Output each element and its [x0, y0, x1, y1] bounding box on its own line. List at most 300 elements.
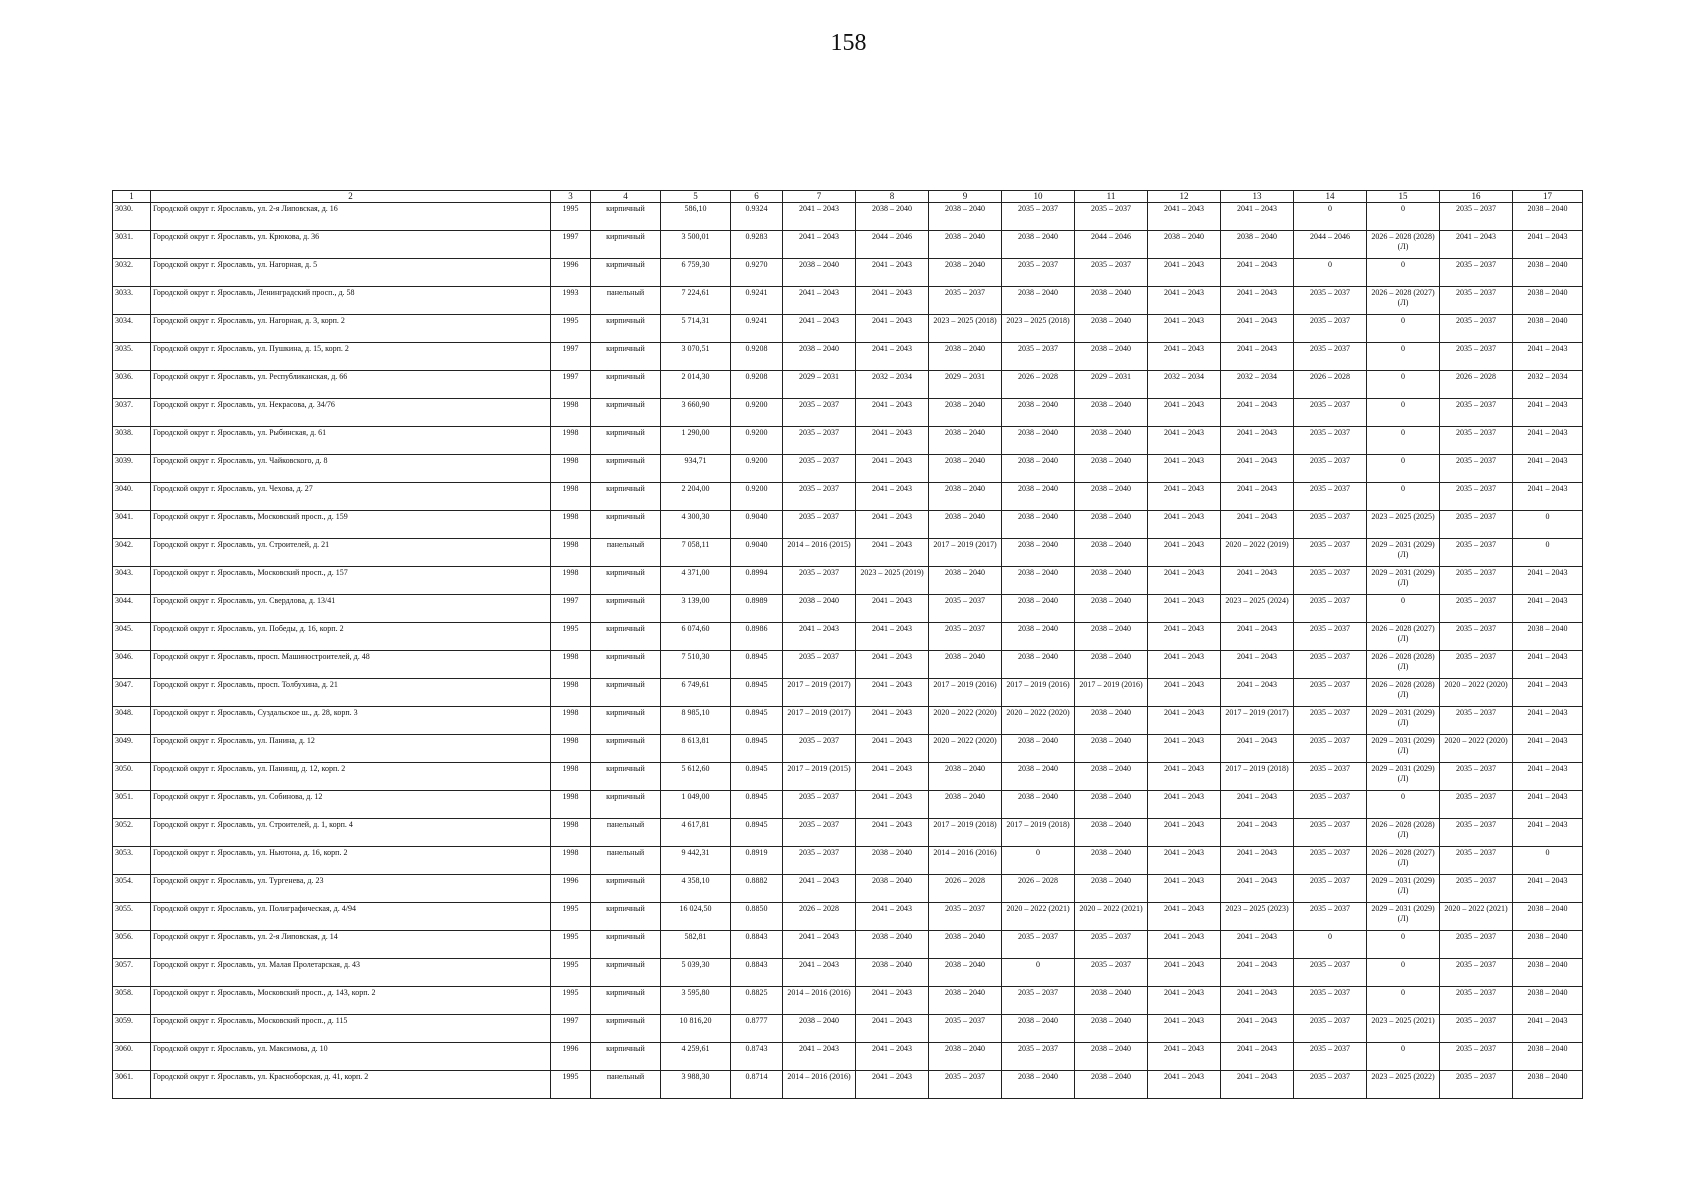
table-cell: 2038 – 2040 — [929, 791, 1002, 819]
table-cell: 2020 – 2022 (2020) — [1440, 735, 1513, 763]
table-row — [113, 203, 1583, 231]
table-cell: 1996 — [551, 259, 591, 287]
table-cell: 2032 – 2034 — [856, 371, 929, 399]
table-cell: 2038 – 2040 — [856, 203, 929, 231]
table-cell: 2029 – 2031 (2029) (Л) — [1367, 707, 1440, 735]
table-row — [113, 455, 1583, 483]
table-cell: 2035 – 2037 — [1294, 343, 1367, 371]
column-header: 15 — [1367, 191, 1440, 203]
table-cell: 2041 – 2043 — [1513, 763, 1583, 791]
table-cell: 0.8714 — [731, 1071, 783, 1099]
table-cell: 2038 – 2040 — [1513, 903, 1583, 931]
table-cell: кирпичный — [591, 315, 661, 343]
table-row — [113, 875, 1583, 903]
table-cell: кирпичный — [591, 735, 661, 763]
table-cell: Городской округ г. Ярославль, ул. Полиграфическая, д. 4/94 — [151, 903, 551, 931]
table-cell: Городской округ г. Ярославль, Московский просп., д. 159 — [151, 511, 551, 539]
table-cell: 2041 – 2043 — [1148, 707, 1221, 735]
table-cell: 2035 – 2037 — [1002, 343, 1075, 371]
table-cell: 2041 – 2043 — [1221, 959, 1294, 987]
table-cell: 3040. — [113, 483, 151, 511]
table-cell: 2038 – 2040 — [1075, 819, 1148, 847]
table-cell: 2023 – 2025 (2021) — [1367, 1015, 1440, 1043]
column-header: 2 — [151, 191, 551, 203]
table-cell: 2041 – 2043 — [1221, 259, 1294, 287]
table-cell: 3036. — [113, 371, 151, 399]
table-cell: 2038 – 2040 — [1513, 931, 1583, 959]
table-cell: 2017 – 2019 (2016) — [1002, 679, 1075, 707]
table-row — [113, 931, 1583, 959]
table-row — [113, 231, 1583, 259]
table-cell: 2035 – 2037 — [1294, 819, 1367, 847]
table-cell: 2041 – 2043 — [1221, 875, 1294, 903]
table-cell: 2038 – 2040 — [1513, 259, 1583, 287]
table-cell: 3033. — [113, 287, 151, 315]
table-cell: кирпичный — [591, 763, 661, 791]
table-cell: 2041 – 2043 — [1148, 539, 1221, 567]
table-cell: 2035 – 2037 — [1075, 931, 1148, 959]
table-cell: 2035 – 2037 — [783, 511, 856, 539]
table-cell: 2038 – 2040 — [1075, 1043, 1148, 1071]
table-cell: Городской округ г. Ярославль, ул. Строителей, д. 21 — [151, 539, 551, 567]
table-cell: 2041 – 2043 — [856, 399, 929, 427]
table-cell: 0 — [1367, 483, 1440, 511]
table-cell: 0 — [1367, 343, 1440, 371]
table-cell: 2017 – 2019 (2015) — [783, 763, 856, 791]
table-cell: 2038 – 2040 — [1002, 231, 1075, 259]
table-cell: 2035 – 2037 — [1440, 427, 1513, 455]
table-cell: 2038 – 2040 — [856, 875, 929, 903]
table-cell: 0.9200 — [731, 399, 783, 427]
table-cell: 3047. — [113, 679, 151, 707]
table-cell: 2041 – 2043 — [1221, 651, 1294, 679]
table-cell: 2041 – 2043 — [856, 539, 929, 567]
table-cell: 2038 – 2040 — [1075, 847, 1148, 875]
table-cell: 1998 — [551, 735, 591, 763]
table-cell: 2032 – 2034 — [1221, 371, 1294, 399]
table-row — [113, 819, 1583, 847]
table-cell: 2035 – 2037 — [1294, 315, 1367, 343]
table-cell: 2035 – 2037 — [1294, 903, 1367, 931]
table-cell: 2041 – 2043 — [783, 1043, 856, 1071]
table-cell: 2041 – 2043 — [783, 203, 856, 231]
table-cell: 16 024,50 — [661, 903, 731, 931]
table-cell: 0 — [1367, 931, 1440, 959]
table-cell: 2038 – 2040 — [1002, 539, 1075, 567]
table-cell: 0 — [1367, 399, 1440, 427]
table-cell: кирпичный — [591, 231, 661, 259]
table-cell: 1997 — [551, 1015, 591, 1043]
table-cell: 2029 – 2031 (2029) (Л) — [1367, 539, 1440, 567]
table-cell: 2041 – 2043 — [1148, 903, 1221, 931]
table-cell: 2026 – 2028 (2028) (Л) — [1367, 679, 1440, 707]
table-cell: 1995 — [551, 1071, 591, 1099]
table-cell: 2017 – 2019 (2016) — [1075, 679, 1148, 707]
column-header: 4 — [591, 191, 661, 203]
table-cell: 2029 – 2031 — [783, 371, 856, 399]
table-cell: 1993 — [551, 287, 591, 315]
table-cell: 1998 — [551, 567, 591, 595]
table-cell: 2035 – 2037 — [1294, 735, 1367, 763]
table-cell: 2038 – 2040 — [1075, 539, 1148, 567]
table-cell: 2038 – 2040 — [1002, 455, 1075, 483]
table-cell: 2041 – 2043 — [1221, 1015, 1294, 1043]
table-cell: 2035 – 2037 — [1440, 511, 1513, 539]
table-cell: 0.8945 — [731, 651, 783, 679]
table-cell: 2041 – 2043 — [856, 511, 929, 539]
table-cell: 2035 – 2037 — [1440, 483, 1513, 511]
table-cell: 0 — [1367, 259, 1440, 287]
table-cell: 3043. — [113, 567, 151, 595]
table-row — [113, 343, 1583, 371]
table-cell: 3044. — [113, 595, 151, 623]
table-cell: 2035 – 2037 — [1294, 847, 1367, 875]
table-cell: 2035 – 2037 — [1440, 623, 1513, 651]
table-cell: 2038 – 2040 — [1075, 343, 1148, 371]
table-cell: 2041 – 2043 — [1148, 511, 1221, 539]
table-cell: 3041. — [113, 511, 151, 539]
table-cell: 2041 – 2043 — [1221, 315, 1294, 343]
table-cell: 0 — [1294, 203, 1367, 231]
table-cell: 2038 – 2040 — [929, 987, 1002, 1015]
table-cell: 1995 — [551, 959, 591, 987]
table-row — [113, 1043, 1583, 1071]
table-cell: 2041 – 2043 — [856, 651, 929, 679]
table-cell: 0 — [1367, 1043, 1440, 1071]
table-cell: 2038 – 2040 — [856, 931, 929, 959]
table-cell: 2038 – 2040 — [1002, 1015, 1075, 1043]
table-cell: 2041 – 2043 — [1221, 343, 1294, 371]
table-cell: 2029 – 2031 (2029) (Л) — [1367, 567, 1440, 595]
table-cell: 2041 – 2043 — [856, 259, 929, 287]
table-cell: 0.8919 — [731, 847, 783, 875]
table-cell: 2038 – 2040 — [1513, 203, 1583, 231]
table-cell: 3 988,30 — [661, 1071, 731, 1099]
table-cell: кирпичный — [591, 455, 661, 483]
column-header: 7 — [783, 191, 856, 203]
table-cell: 2026 – 2028 — [1002, 371, 1075, 399]
table-cell: Городской округ г. Ярославль, ул. Малая Пролетарская, д. 43 — [151, 959, 551, 987]
table-cell: 0 — [1367, 203, 1440, 231]
table-cell: 2035 – 2037 — [1294, 511, 1367, 539]
table-cell: 2017 – 2019 (2017) — [1221, 707, 1294, 735]
table-cell: 2035 – 2037 — [1002, 203, 1075, 231]
table-cell: 2035 – 2037 — [1075, 959, 1148, 987]
table-cell: 2038 – 2040 — [929, 399, 1002, 427]
table-cell: 5 039,30 — [661, 959, 731, 987]
table-cell: 2041 – 2043 — [856, 791, 929, 819]
table-row — [113, 1015, 1583, 1043]
table-cell: 2041 – 2043 — [1221, 679, 1294, 707]
table-cell: 1997 — [551, 231, 591, 259]
table-cell: Городской округ г. Ярославль, Суздальское ш., д. 28, корп. 3 — [151, 707, 551, 735]
table-cell: 2041 – 2043 — [1513, 455, 1583, 483]
table-cell: 2041 – 2043 — [856, 707, 929, 735]
table-cell: 2038 – 2040 — [1075, 455, 1148, 483]
table-cell: 2035 – 2037 — [1294, 623, 1367, 651]
table-cell: 4 300,30 — [661, 511, 731, 539]
table-cell: 2041 – 2043 — [1148, 483, 1221, 511]
table-cell: 2041 – 2043 — [1513, 1015, 1583, 1043]
table-cell: 1995 — [551, 623, 591, 651]
table-cell: Городской округ г. Ярославль, ул. Нагорная, д. 5 — [151, 259, 551, 287]
table-cell: 2035 – 2037 — [1294, 399, 1367, 427]
table-cell: 1995 — [551, 987, 591, 1015]
table-cell: 2041 – 2043 — [1148, 399, 1221, 427]
table-cell: 2041 – 2043 — [856, 1015, 929, 1043]
table-cell: 2035 – 2037 — [1440, 987, 1513, 1015]
table-cell: 1995 — [551, 931, 591, 959]
table-row — [113, 511, 1583, 539]
table-body — [113, 203, 1583, 1099]
table-cell: 2041 – 2043 — [783, 875, 856, 903]
table-cell: 2041 – 2043 — [1221, 567, 1294, 595]
table-cell: 3035. — [113, 343, 151, 371]
table-cell: Городской округ г. Ярославль, ул. Нагорная, д. 3, корп. 2 — [151, 315, 551, 343]
table-cell: 2041 – 2043 — [1148, 791, 1221, 819]
table-cell: Городской округ г. Ярославль, ул. Республиканская, д. 66 — [151, 371, 551, 399]
table-cell: 2038 – 2040 — [1075, 763, 1148, 791]
table-cell: 2014 – 2016 (2015) — [783, 539, 856, 567]
table-cell: 2029 – 2031 (2029) (Л) — [1367, 903, 1440, 931]
table-cell: Городской округ г. Ярославль, ул. 2-я Липовская, д. 14 — [151, 931, 551, 959]
table-cell: кирпичный — [591, 595, 661, 623]
table-cell: 2035 – 2037 — [1294, 1043, 1367, 1071]
column-header: 1 — [113, 191, 151, 203]
table-cell: 0.8945 — [731, 819, 783, 847]
table-cell: 2038 – 2040 — [1002, 651, 1075, 679]
table-cell: 3037. — [113, 399, 151, 427]
table-cell: 2041 – 2043 — [783, 287, 856, 315]
table-cell: 3061. — [113, 1071, 151, 1099]
table-cell: 2041 – 2043 — [1513, 679, 1583, 707]
table-cell: Городской округ г. Ярославль, Московский просп., д. 143, корп. 2 — [151, 987, 551, 1015]
table-cell: 2035 – 2037 — [929, 903, 1002, 931]
table-cell: Городской округ г. Ярославль, ул. Рыбинская, д. 61 — [151, 427, 551, 455]
table-cell: 0.8986 — [731, 623, 783, 651]
table-cell: 2014 – 2016 (2016) — [929, 847, 1002, 875]
table-cell: 2041 – 2043 — [856, 483, 929, 511]
table-cell: 2035 – 2037 — [783, 651, 856, 679]
table-cell: 3054. — [113, 875, 151, 903]
table-cell: 2026 – 2028 — [1002, 875, 1075, 903]
table-cell: 2041 – 2043 — [783, 623, 856, 651]
table-cell: 3049. — [113, 735, 151, 763]
table-cell: 0.9270 — [731, 259, 783, 287]
table-cell: 2041 – 2043 — [856, 595, 929, 623]
table-cell: 2035 – 2037 — [1294, 427, 1367, 455]
table-cell: 2038 – 2040 — [1075, 287, 1148, 315]
table-cell: 3034. — [113, 315, 151, 343]
table-cell: 2041 – 2043 — [856, 427, 929, 455]
table-cell: 2035 – 2037 — [1002, 259, 1075, 287]
table-cell: кирпичный — [591, 343, 661, 371]
table-cell: 2044 – 2046 — [1294, 231, 1367, 259]
table-cell: 2041 – 2043 — [856, 987, 929, 1015]
table-cell: 2035 – 2037 — [1294, 483, 1367, 511]
table-cell: 3031. — [113, 231, 151, 259]
table-cell: 1998 — [551, 539, 591, 567]
table-cell: 2029 – 2031 (2029) (Л) — [1367, 763, 1440, 791]
table-cell: 3060. — [113, 1043, 151, 1071]
table-cell: 2035 – 2037 — [1440, 203, 1513, 231]
table-cell: Городской округ г. Ярославль, просп. Машиностроителей, д. 48 — [151, 651, 551, 679]
table-cell: 2 204,00 — [661, 483, 731, 511]
table-cell: 0.9208 — [731, 343, 783, 371]
table-cell: 2044 – 2046 — [856, 231, 929, 259]
table-cell: 0 — [1513, 511, 1583, 539]
table-cell: 2035 – 2037 — [1294, 987, 1367, 1015]
table-cell: 3058. — [113, 987, 151, 1015]
table-cell: 4 617,81 — [661, 819, 731, 847]
table-cell: 2023 – 2025 (2025) — [1367, 511, 1440, 539]
table-cell: 2038 – 2040 — [1075, 511, 1148, 539]
table-cell: 2041 – 2043 — [856, 455, 929, 483]
table-cell: 586,10 — [661, 203, 731, 231]
table-cell: 2035 – 2037 — [1294, 1015, 1367, 1043]
table-cell: 2041 – 2043 — [1148, 343, 1221, 371]
table-cell: 2041 – 2043 — [1513, 819, 1583, 847]
column-header: 5 — [661, 191, 731, 203]
table-cell: 2038 – 2040 — [1513, 1043, 1583, 1071]
table-cell: 2041 – 2043 — [783, 959, 856, 987]
table-row — [113, 483, 1583, 511]
table-cell: 1998 — [551, 427, 591, 455]
table-cell: 2020 – 2022 (2020) — [929, 735, 1002, 763]
table-cell: 2023 – 2025 (2018) — [929, 315, 1002, 343]
table-cell: 2017 – 2019 (2017) — [783, 679, 856, 707]
table-cell: Городской округ г. Ярославль, Ленинградский просп., д. 58 — [151, 287, 551, 315]
table-cell: 2038 – 2040 — [1002, 287, 1075, 315]
table-cell: 2020 – 2022 (2020) — [929, 707, 1002, 735]
table-cell: Городской округ г. Ярославль, ул. Пушкина, д. 15, корп. 2 — [151, 343, 551, 371]
table-cell: 2038 – 2040 — [783, 343, 856, 371]
table-cell: 934,71 — [661, 455, 731, 483]
table-cell: 0 — [1002, 847, 1075, 875]
table-cell: 2041 – 2043 — [1148, 1043, 1221, 1071]
table-row — [113, 427, 1583, 455]
table-cell: 0.8945 — [731, 679, 783, 707]
table-cell: 3032. — [113, 259, 151, 287]
table-cell: 3042. — [113, 539, 151, 567]
table-cell: 2035 – 2037 — [1440, 259, 1513, 287]
table-cell: 0.9241 — [731, 315, 783, 343]
table-cell: 0.8945 — [731, 763, 783, 791]
table-cell: 2035 – 2037 — [929, 287, 1002, 315]
table-cell: 2038 – 2040 — [929, 231, 1002, 259]
table-cell: 2035 – 2037 — [1294, 679, 1367, 707]
table-cell: 2041 – 2043 — [1513, 567, 1583, 595]
table-cell: 0.9040 — [731, 511, 783, 539]
table-cell: 2038 – 2040 — [929, 343, 1002, 371]
table-cell: 2041 – 2043 — [1221, 427, 1294, 455]
table-cell: 6 074,60 — [661, 623, 731, 651]
table-cell: 2038 – 2040 — [1148, 231, 1221, 259]
table-cell: 2017 – 2019 (2017) — [783, 707, 856, 735]
table-cell: Городской округ г. Ярославль, ул. Красноборская, д. 41, корп. 2 — [151, 1071, 551, 1099]
table-cell: 2023 – 2025 (2023) — [1221, 903, 1294, 931]
table-cell: 2038 – 2040 — [929, 259, 1002, 287]
table-row — [113, 959, 1583, 987]
table-cell: 2041 – 2043 — [1221, 455, 1294, 483]
table-cell: 2041 – 2043 — [1513, 483, 1583, 511]
table-cell: 2026 – 2028 — [1440, 371, 1513, 399]
table-cell: 2041 – 2043 — [856, 1071, 929, 1099]
table-cell: 1998 — [551, 791, 591, 819]
table-cell: 0.9208 — [731, 371, 783, 399]
table-cell: 3053. — [113, 847, 151, 875]
table-cell: 2017 – 2019 (2018) — [1002, 819, 1075, 847]
table-cell: 8 985,10 — [661, 707, 731, 735]
table-cell: 2038 – 2040 — [1002, 399, 1075, 427]
table-cell: 2035 – 2037 — [783, 791, 856, 819]
table-cell: 1998 — [551, 483, 591, 511]
table-cell: 2038 – 2040 — [1075, 567, 1148, 595]
table-cell: Городской округ г. Ярославль, ул. Тургенева, д. 23 — [151, 875, 551, 903]
table-cell: 2020 – 2022 (2021) — [1075, 903, 1148, 931]
table-cell: 0.8945 — [731, 707, 783, 735]
table-cell: 2023 – 2025 (2024) — [1221, 595, 1294, 623]
table-cell: 2017 – 2019 (2018) — [929, 819, 1002, 847]
table-cell: 2041 – 2043 — [1148, 651, 1221, 679]
table-cell: 2014 – 2016 (2016) — [783, 987, 856, 1015]
column-header: 12 — [1148, 191, 1221, 203]
table-cell: кирпичный — [591, 903, 661, 931]
table-cell: 2035 – 2037 — [1440, 1015, 1513, 1043]
table-cell: 2035 – 2037 — [1440, 763, 1513, 791]
table-cell: 0.8989 — [731, 595, 783, 623]
table-cell: 2035 – 2037 — [1002, 931, 1075, 959]
table-cell: 2035 – 2037 — [783, 455, 856, 483]
table-cell: 4 358,10 — [661, 875, 731, 903]
table-cell: 2041 – 2043 — [1148, 1015, 1221, 1043]
table-cell: кирпичный — [591, 791, 661, 819]
table-cell: 2038 – 2040 — [856, 847, 929, 875]
column-header: 3 — [551, 191, 591, 203]
table-cell: Городской округ г. Ярославль, ул. Победы, д. 16, корп. 2 — [151, 623, 551, 651]
table-cell: 2035 – 2037 — [1440, 399, 1513, 427]
table-cell: 2035 – 2037 — [1440, 819, 1513, 847]
column-header: 10 — [1002, 191, 1075, 203]
table-cell: 0.8777 — [731, 1015, 783, 1043]
table-cell: 9 442,31 — [661, 847, 731, 875]
table-cell: 2038 – 2040 — [1002, 1071, 1075, 1099]
table-cell: 2038 – 2040 — [1002, 763, 1075, 791]
table-cell: 2041 – 2043 — [1221, 987, 1294, 1015]
table-cell: 2041 – 2043 — [1221, 511, 1294, 539]
table-cell: 1995 — [551, 203, 591, 231]
table-cell: 2041 – 2043 — [856, 315, 929, 343]
table-cell: 2041 – 2043 — [1513, 791, 1583, 819]
table-cell: Городской округ г. Ярославль, ул. Некрасова, д. 34/76 — [151, 399, 551, 427]
table-cell: Городской округ г. Ярославль, ул. 2-я Липовская, д. 16 — [151, 203, 551, 231]
table-cell: 2038 – 2040 — [783, 595, 856, 623]
table-cell: 6 759,30 — [661, 259, 731, 287]
table-cell: 2035 – 2037 — [1440, 1071, 1513, 1099]
table-cell: 2041 – 2043 — [856, 343, 929, 371]
table-cell: кирпичный — [591, 399, 661, 427]
table-cell: 1998 — [551, 819, 591, 847]
table-cell: 2041 – 2043 — [1148, 735, 1221, 763]
table-cell: 1998 — [551, 511, 591, 539]
table-cell: 2038 – 2040 — [1075, 1071, 1148, 1099]
header-row — [113, 191, 1583, 203]
table-cell: 2035 – 2037 — [1075, 259, 1148, 287]
table-cell: 2041 – 2043 — [1221, 1043, 1294, 1071]
table-cell: 2035 – 2037 — [783, 847, 856, 875]
table-cell: 2026 – 2028 (2028) (Л) — [1367, 231, 1440, 259]
table-cell: 2035 – 2037 — [1294, 791, 1367, 819]
